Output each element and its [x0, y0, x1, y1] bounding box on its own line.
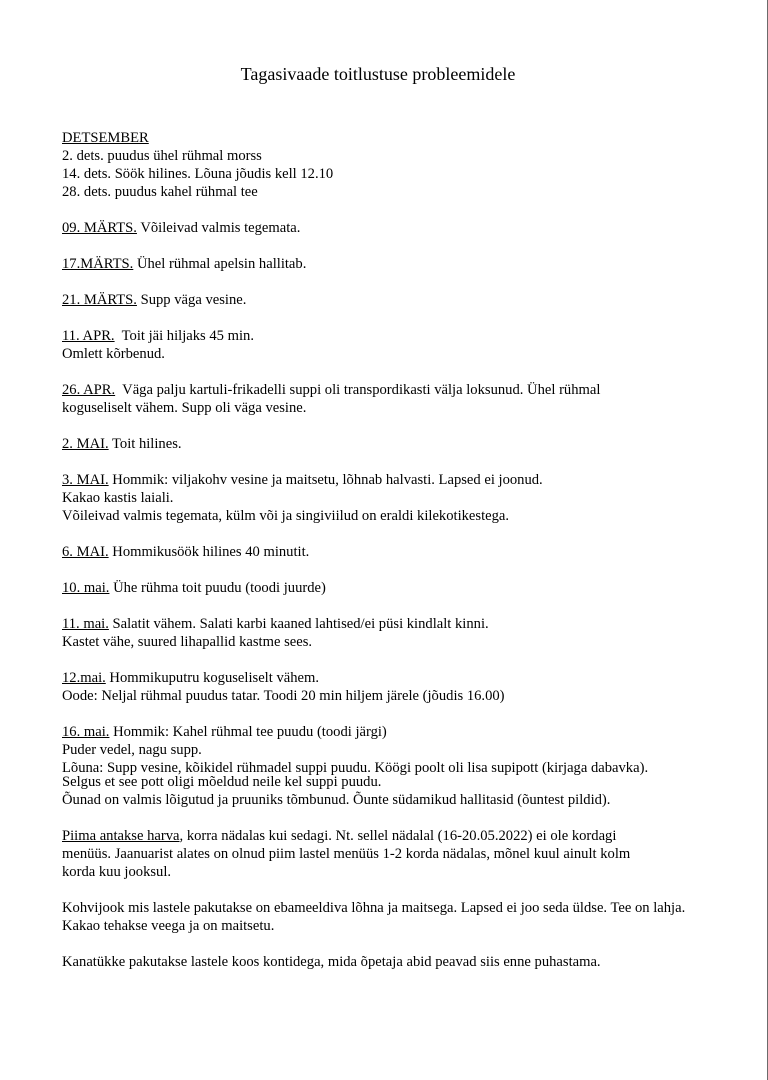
section-2-mai: [62, 435, 702, 453]
section-11-apr: [62, 327, 702, 363]
entry-line: Kakao kastis laiali.: [62, 490, 174, 506]
entry-line: Võileivad valmis tegemata, külm või ja singiviilud on eraldi kilekotikestega.: [62, 508, 510, 524]
section-date: 21. MÄRTS.: [62, 292, 137, 308]
entry-text: , korra nädalas kui sedagi. Nt. sellel nädalal (16-20.05.2022) ei ole kordagi menüüs. Jaanuarist alates on olnud piim lastel menüüs 1-2 korda nädalas, mõnel kuul ainult kolm korda kuu jooksul.: [62, 828, 631, 880]
section-3-mai: [62, 471, 702, 525]
entry-line: 14. dets. Söök hilines. Lõuna jõudis kell 12.10: [62, 166, 334, 182]
section-detsember: [62, 129, 702, 201]
section-12-mai: [62, 669, 702, 705]
entry-text: Väga palju kartuli-frikadelli suppi oli transpordikasti välja loksunud. Ühel rühmal koguseliselt vähem. Supp oli väga vesine.: [62, 382, 605, 416]
entry-text: Salatit vähem. Salati karbi kaaned lahtised/ei püsi kindlalt kinni.: [108, 616, 489, 632]
entry-text: Kohvijook mis lastele pakutakse on ebameeldiva lõhna ja maitsega. Lapsed ei joo seda üldse. Tee on lahja. Kakao tehakse veega ja on maitsetu.: [62, 900, 686, 934]
entry-text: Toit hilines.: [108, 436, 182, 452]
entry-line: 2. dets. puudus ühel rühmal morss: [62, 148, 262, 164]
section-date: DETSEMBER: [62, 130, 149, 146]
entry-line: Lõuna: Supp vesine, kõikidel rühmadel suppi puudu. Köögi poolt oli lisa supipott (kirjaga dabavka). Selgus et see pott oligi mõeldud neile kel suppi puudu.: [62, 760, 649, 790]
section-date: 12.mai.: [62, 670, 106, 686]
entry-line: Oode: Neljal rühmal puudus tatar. Toodi 20 min hiljem järele (jõudis 16.00): [62, 688, 505, 704]
section-piim: [62, 827, 702, 881]
section-date: 2. MAI.: [62, 436, 109, 452]
entry-line: Õunad on valmis lõigutud ja pruuniks tõmbunud. Õunte südamikud hallitasid (õuntest pildid).: [62, 792, 611, 808]
entry-text: Toit jäi hiljaks 45 min.: [114, 328, 254, 344]
entry-text: Supp väga vesine.: [136, 292, 247, 308]
section-date: 09. MÄRTS.: [62, 220, 137, 236]
section-09-marts: [62, 219, 702, 237]
section-11-mai: [62, 615, 702, 651]
entry-text: Hommik: viljakohv vesine ja maitsetu, lõhnab halvasti. Lapsed ei joonud.: [108, 472, 543, 488]
section-date: 3. MAI.: [62, 472, 109, 488]
document-body: [62, 129, 702, 989]
entry-line: Puder vedel, nagu supp.: [62, 742, 202, 758]
section-10-mai: [62, 579, 702, 597]
entry-text: Kanatükke pakutakse lastele koos kontidega, mida õpetaja abid peavad siis enne puhastama.: [62, 954, 601, 970]
section-17-marts: [62, 255, 702, 273]
entry-text: Võileivad valmis tegemata.: [136, 220, 301, 236]
section-kanatukid: [62, 953, 702, 971]
entry-line: 28. dets. puudus kahel rühmal tee: [62, 184, 258, 200]
entry-text: Hommikuputru koguseliselt vähem.: [105, 670, 319, 686]
section-date: Piima antakse harva: [62, 828, 180, 844]
section-date: 10. mai.: [62, 580, 110, 596]
entry-text: Hommikusöök hilines 40 minutit.: [108, 544, 310, 560]
entry-text: Ühe rühma toit puudu (toodi juurde): [109, 580, 326, 596]
section-date: 26. APR.: [62, 382, 116, 398]
section-kohvijook: [62, 899, 702, 935]
section-date: 6. MAI.: [62, 544, 109, 560]
section-date: 11. APR.: [62, 328, 115, 344]
page-title: Tagasivaade toitlustuse probleemidele: [240, 64, 516, 84]
entry-text: Ühel rühmal apelsin hallitab.: [133, 256, 307, 272]
section-26-apr: [62, 381, 702, 417]
section-date: 11. mai.: [62, 616, 109, 632]
entry-text: Hommik: Kahel rühmal tee puudu (toodi järgi): [109, 724, 387, 740]
entry-line: Kastet vähe, suured lihapallid kastme sees.: [62, 634, 313, 650]
entry-line: Omlett kõrbenud.: [62, 346, 165, 362]
section-6-mai: [62, 543, 702, 561]
section-date: 16. mai.: [62, 724, 110, 740]
section-16-mai: [62, 723, 702, 809]
section-date: 17.MÄRTS.: [62, 256, 134, 272]
section-21-marts: [62, 291, 702, 309]
